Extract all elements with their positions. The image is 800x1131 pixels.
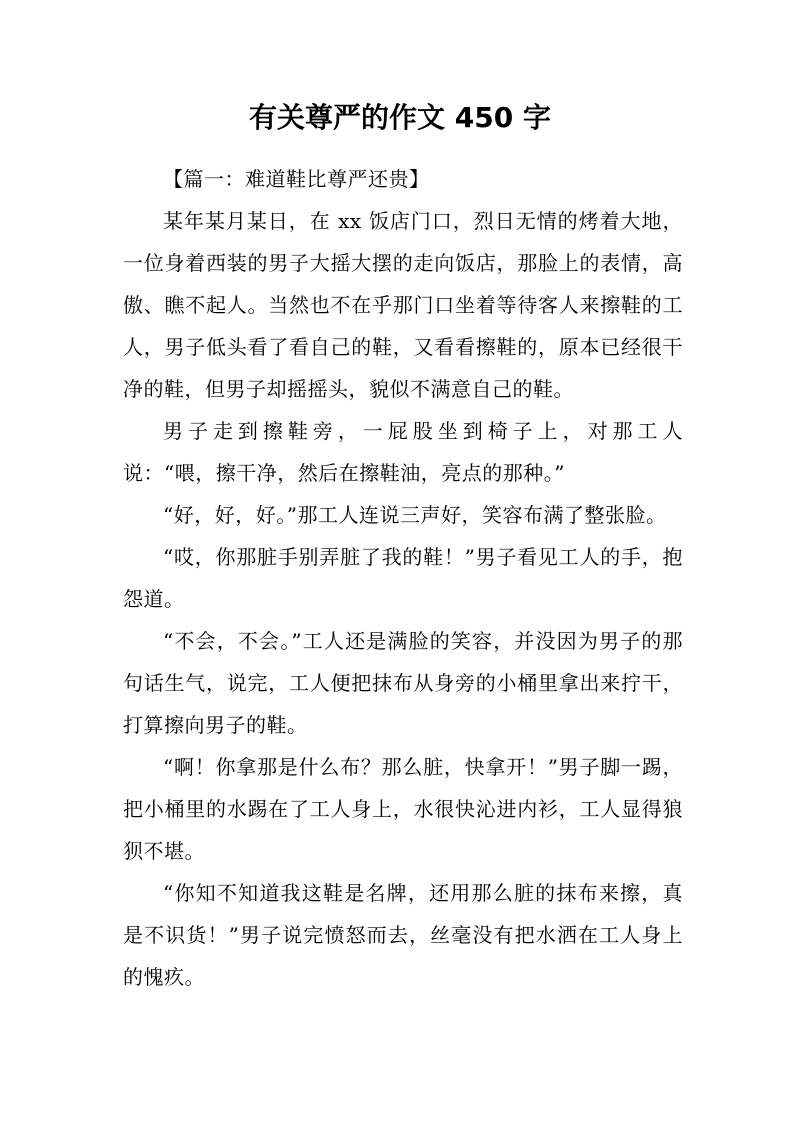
document-body [123, 158, 683, 998]
paragraph: “啊！你拿那是什么布？那么脏，快拿开！”男子脚一踢，把小桶里的水踢在了工人身上，水很快沁进内衫，工人显得狼狈不堪。 [123, 755, 683, 863]
section-heading: 【篇一：难道鞋比尊严还贵】 [163, 167, 430, 191]
paragraph: “不会，不会。”工人还是满脸的笑容，并没因为男子的那句话生气，说完，工人便把抹布从身旁的小桶里拿出来拧干，打算擦向男子的鞋。 [123, 629, 683, 737]
document-title: 有关尊严的作文 450 字 [249, 101, 551, 134]
paragraph: “你知不知道我这鞋是名牌，还用那么脏的抹布来擦，真是不识货！”男子说完愤怒而去，丝毫没有把水洒在工人身上的愧疚。 [123, 881, 683, 989]
paragraph: 某年某月某日，在 xx 饭店门口，烈日无情的烤着大地，一位身着西装的男子大摇大摆的走向饭店，那脸上的表情，高傲、瞧不起人。当然也不在乎那门口坐着等待客人来擦鞋的工人，男子低头看了看自己的鞋，又看看擦鞋的，原本已经很干净的鞋，但男子却摇摇头，貌似不满意自己的鞋。 [123, 209, 683, 401]
paragraph: 男子走到擦鞋旁，一屁股坐到椅子上，对那工人说：“喂，擦干净，然后在擦鞋油，亮点的那种。” [123, 419, 683, 485]
paragraph: “好，好，好。”那工人连说三声好，笑容布满了整张脸。 [163, 503, 667, 527]
paragraph: “哎，你那脏手别弄脏了我的鞋！”男子看见工人的手，抱怨道。 [123, 545, 683, 611]
